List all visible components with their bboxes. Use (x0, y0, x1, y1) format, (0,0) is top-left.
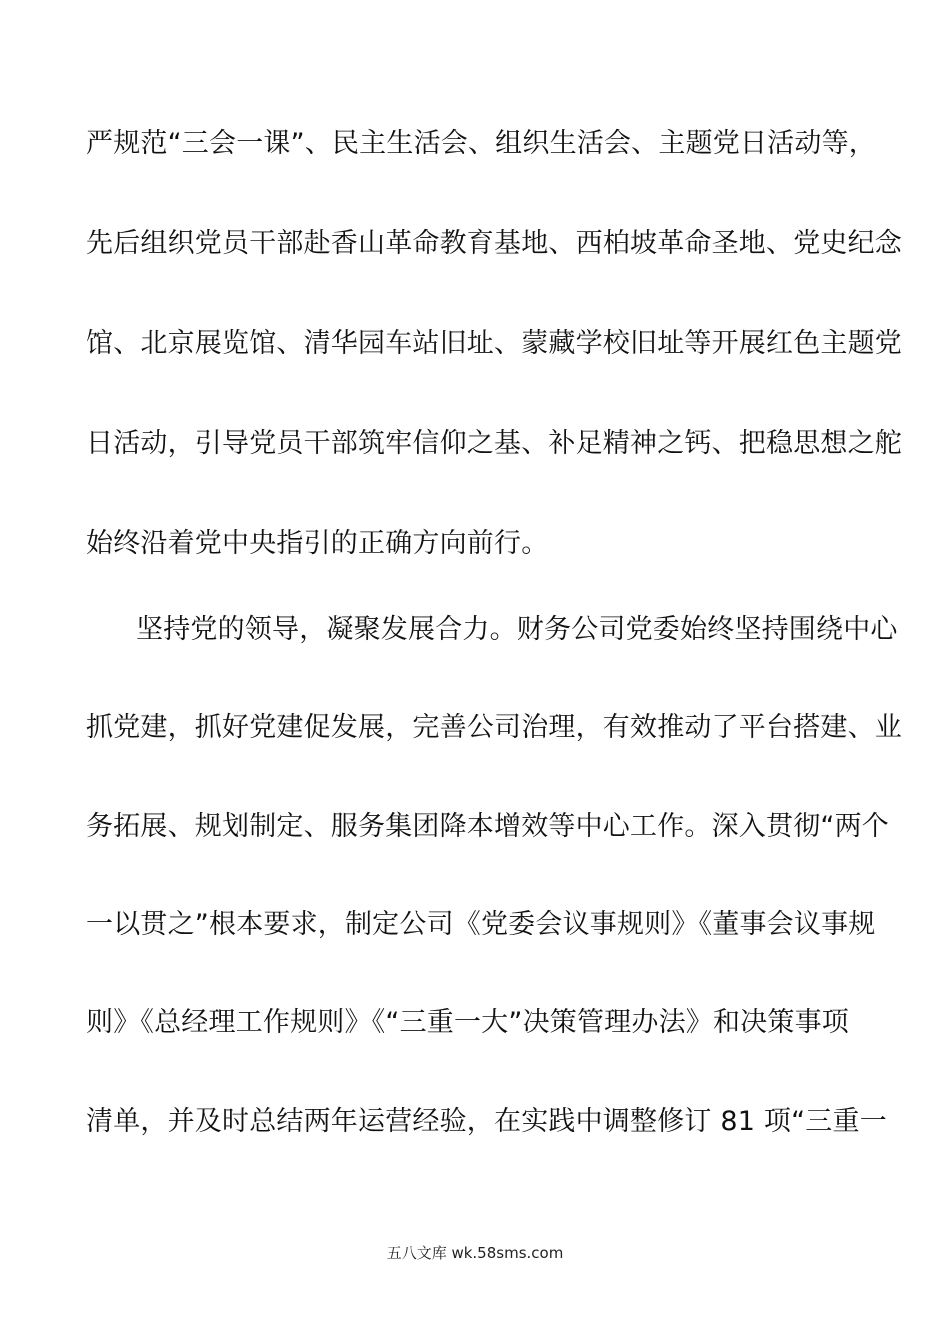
paragraph-line-5: 始终沿着党中央指引的正确方向前行。 (86, 528, 549, 559)
paragraph-line-10: 则》《总经理工作规则》《“三重一大”决策管理办法》和决策事项 (86, 1007, 849, 1038)
paragraph-line-8: 务拓展、规划制定、服务集团降本增效等中心工作。深入贯彻“两个 (86, 811, 889, 842)
paragraph-line-1: 严规范“三会一课”、民主生活会、组织生活会、主题党日活动等， (86, 128, 876, 159)
paragraph-line-7: 抓党建，抓好党建促发展，完善公司治理，有效推动了平台搭建、业 (86, 712, 902, 743)
paragraph-line-11: 清单，并及时总结两年运营经验，在实践中调整修订 81 项“三重一 (86, 1106, 887, 1137)
paragraph-line-9: 一以贯之”根本要求，制定公司《党委会议事规则》《董事会议事规 (86, 909, 876, 940)
paragraph-line-2: 先后组织党员干部赴香山革命教育基地、西柏坡革命圣地、党史纪念 (86, 228, 902, 259)
paragraph-line-3: 馆、北京展览馆、清华园车站旧址、蒙藏学校旧址等开展红色主题党 (86, 328, 902, 359)
paragraph-line-4: 日活动，引导党员干部筑牢信仰之基、补足精神之钙、把稳思想之舵 (86, 428, 902, 459)
footer-watermark: 五八文库 wk.58sms.com (386, 1244, 564, 1262)
paragraph-line-6: 坚持党的领导，凝聚发展合力。财务公司党委始终坚持围绕中心 (136, 614, 898, 645)
